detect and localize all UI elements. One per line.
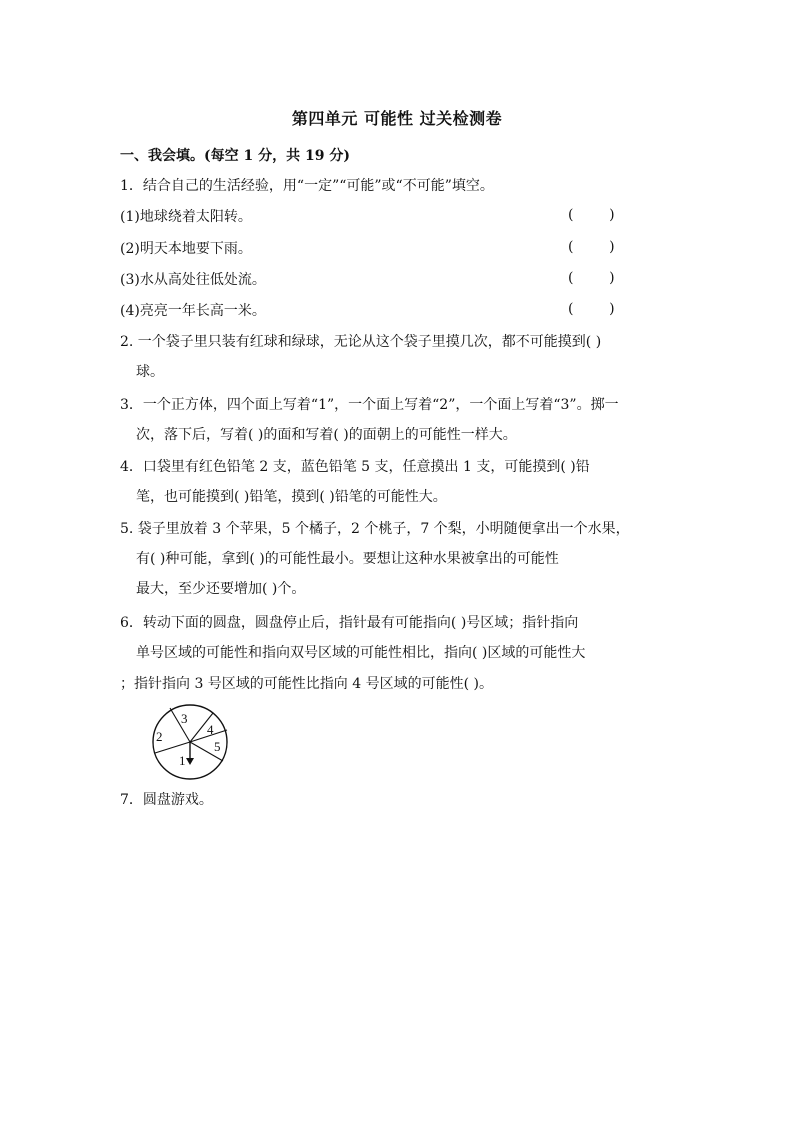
question-7: 7．圆盘游戏。 — [120, 792, 213, 808]
question-1-item-4: (4)亮亮一年长高一米。 — [120, 303, 266, 319]
spinner-label-4: 4 — [207, 722, 214, 737]
answer-blank-1[interactable]: ( ) — [568, 207, 615, 223]
spinner-label-1: 1 — [179, 753, 186, 768]
question-1-item-3: (3)水从高处往低处流。 — [120, 272, 266, 288]
question-6-line-2: 单号区域的可能性和指向双号区域的可能性相比，指向( )区域的可能性大 — [136, 645, 586, 661]
question-3-line-2: 次，落下后，写着( )的面和写着( )的面朝上的可能性一样大。 — [136, 427, 517, 443]
question-5-line-3: 最大，至少还要增加( )个。 — [136, 581, 306, 597]
answer-blank-4[interactable]: ( ) — [568, 301, 615, 317]
spinner-label-2: 2 — [156, 729, 163, 744]
question-1-item-2: (2)明天本地要下雨。 — [120, 241, 252, 257]
page-title: 第四单元 可能性 过关检测卷 — [291, 109, 503, 128]
answer-blank-2[interactable]: ( ) — [568, 239, 615, 255]
spinner-wheel-figure — [150, 703, 238, 781]
spinner-label-3: 3 — [181, 711, 188, 726]
question-2-line-2: 球。 — [136, 364, 164, 380]
spinner-label-5: 5 — [214, 739, 221, 754]
section-heading: 一、我会填。(每空 1 分，共 19 分) — [120, 148, 350, 164]
question-1-item-1: (1)地球绕着太阳转。 — [120, 209, 252, 225]
question-4-line-2: 笔，也可能摸到( )铅笔，摸到( )铅笔的可能性大。 — [136, 489, 447, 505]
question-5-line-2: 有( )种可能，拿到( )的可能性最小。要想让这种水果被拿出的可能性 — [136, 551, 559, 567]
answer-blank-3[interactable]: ( ) — [568, 270, 615, 286]
spinner-pointer-arrowhead — [186, 758, 194, 765]
question-4-line-1: 4．口袋里有红色铅笔 2 支，蓝色铅笔 5 支，任意摸出 1 支，可能摸到( )铅 — [120, 459, 590, 475]
question-1-stem: 1．结合自己的生活经验，用“一定”“可能”或“不可能”填空。 — [120, 178, 494, 194]
question-3-line-1: 3．一个正方体，四个面上写着“1”，一个面上写着“2”，一个面上写着“3”。掷一 — [120, 397, 619, 413]
question-5-line-1: 5. 袋子里放着 3 个苹果，5 个橘子，2 个桃子，7 个梨，小明随便拿出一个水果， — [120, 521, 630, 537]
question-6-line-3: ；指针指向 3 号区域的可能性比指向 4 号区域的可能性( )。 — [120, 676, 493, 692]
question-2-line-1: 2. 一个袋子里只装有红球和绿球，无论从这个袋子里摸几次，都不可能摸到( ) — [120, 334, 602, 350]
question-6-line-1: 6．转动下面的圆盘，圆盘停止后，指针最有可能指向( )号区域；指针指向 — [120, 615, 579, 631]
